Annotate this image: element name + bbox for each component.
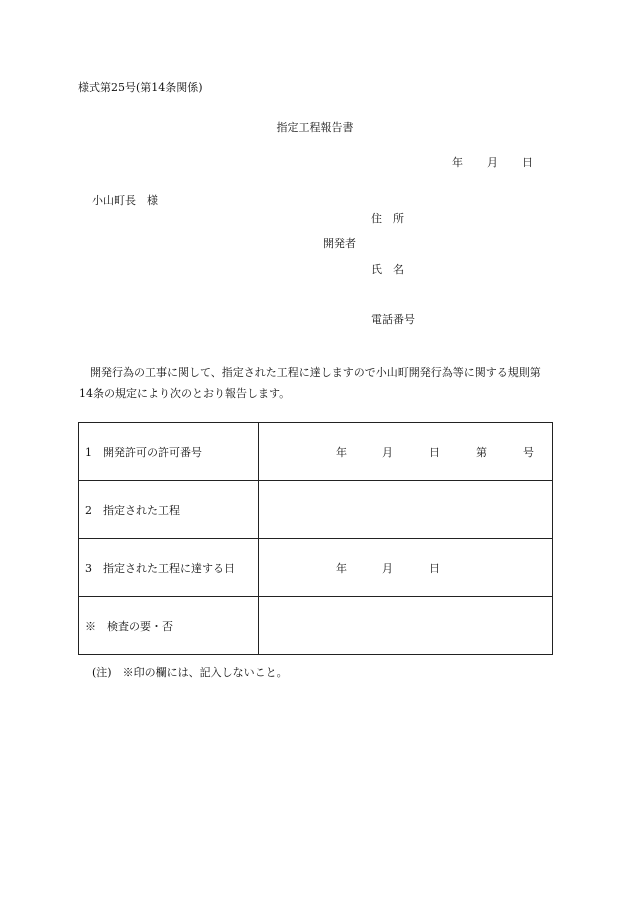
permit-month: 月 — [382, 445, 393, 459]
row-label-inspection: ※ 検査の要・否 — [79, 597, 259, 655]
process-field[interactable] — [259, 481, 553, 539]
date-day: 日 — [522, 156, 533, 169]
table-row — [79, 423, 553, 481]
table-row — [79, 597, 553, 655]
reach-day: 日 — [429, 561, 440, 575]
name-label: 氏 名 — [371, 263, 404, 276]
phone-label: 電話番号 — [371, 313, 415, 326]
permit-year: 年 — [336, 445, 347, 459]
permit-go: 号 — [523, 445, 534, 459]
document-title: 指定工程報告書 — [276, 121, 354, 134]
row-label-process: 2 指定された工程 — [79, 481, 259, 539]
form-number: 様式第25号(第14条関係) — [78, 81, 203, 94]
developer-label: 開発者 — [323, 237, 356, 250]
note: (注) ※印の欄には、記入しないこと。 — [92, 666, 288, 679]
permit-dai: 第 — [476, 445, 487, 459]
addressee: 小山町長 様 — [92, 194, 158, 207]
report-table — [78, 422, 553, 655]
date-year: 年 — [452, 156, 463, 169]
row-label-permit-number: 1 開発許可の許可番号 — [79, 423, 259, 481]
reach-date-field[interactable] — [259, 539, 553, 597]
table-row — [79, 539, 553, 597]
date-line — [452, 157, 533, 168]
date-month: 月 — [487, 156, 498, 169]
body-text: 開発行為の工事に関して、指定された工程に達しますので小山町開発行為等に関する規則第14条の規定により次のとおり報告します。 — [79, 366, 541, 400]
reach-month: 月 — [382, 561, 393, 575]
address-label: 住 所 — [371, 212, 404, 225]
reach-year: 年 — [336, 561, 347, 575]
row-label-reach-date: 3 指定された工程に達する日 — [79, 539, 259, 597]
table-row — [79, 481, 553, 539]
permit-day: 日 — [429, 445, 440, 459]
inspection-field[interactable] — [259, 597, 553, 655]
permit-number-field[interactable] — [259, 423, 553, 481]
